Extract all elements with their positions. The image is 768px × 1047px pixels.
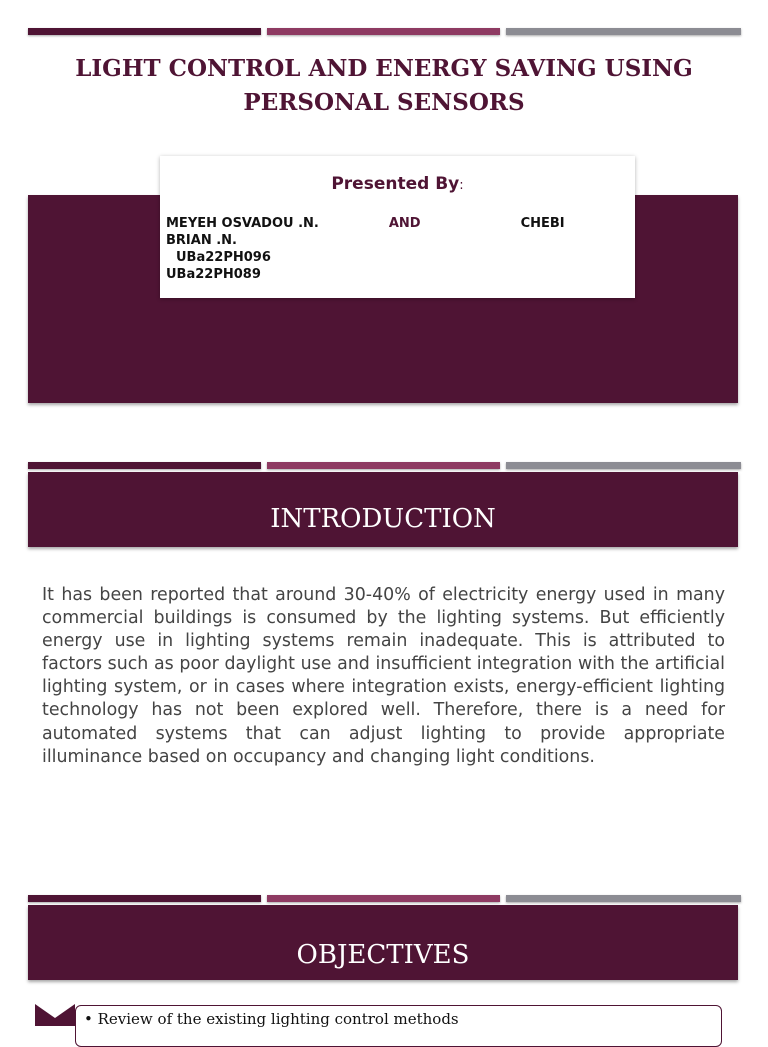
intro-body-text: It has been reported that around 30-40% of electricity energy used in many commercial buildings is consumed by the lighting systems. But efficiently energy use in lighting systems remain inadequate. This is attributed to factors such as poor daylight use and insufficient integration with the artificial lighting system, or in cases where integration exists, energy-efficient lighting technology has not been explored well. Therefore, there is a need for automated systems that can adjust lighting to provide appropriate illuminance based on occupancy and changing light conditions. <box>42 585 725 767</box>
accent-bar-dark <box>28 28 261 35</box>
accent-bar-pink <box>267 462 500 469</box>
presenter-2-first: CHEBI <box>520 216 565 231</box>
chevron-bullet-icon <box>35 1004 75 1026</box>
accent-bars-slide-2 <box>28 462 741 469</box>
presenter-2-rest: BRIAN .N. <box>166 233 237 248</box>
slide-title: LIGHT CONTROL AND ENERGY SAVING USING PERSONAL SENSORS <box>75 55 693 116</box>
accent-bars-slide-3 <box>28 895 741 902</box>
accent-bar-pink <box>267 895 500 902</box>
objectives-heading: OBJECTIVES <box>296 940 470 970</box>
objectives-list-box <box>75 1005 722 1047</box>
accent-bar-gray <box>506 462 741 469</box>
accent-bar-pink <box>267 28 500 35</box>
and-label: AND <box>388 216 421 231</box>
intro-heading: INTRODUCTION <box>270 504 496 534</box>
presenter-names <box>166 215 626 283</box>
presented-by-label: Presented By: <box>331 174 464 194</box>
accent-bar-dark <box>28 462 261 469</box>
presenter-2-id: UBa22PH089 <box>166 267 261 282</box>
accent-bar-dark <box>28 895 261 902</box>
accent-bars-slide-1 <box>28 28 741 35</box>
objective-item: • Review of the existing lighting control methods <box>84 1010 459 1028</box>
presenter-1-id: UBa22PH096 <box>176 250 271 265</box>
accent-bar-gray <box>506 895 741 902</box>
presenter-1-name: MEYEH OSVADOU .N. <box>166 216 319 231</box>
presenter-card <box>160 156 635 298</box>
accent-bar-gray <box>506 28 741 35</box>
